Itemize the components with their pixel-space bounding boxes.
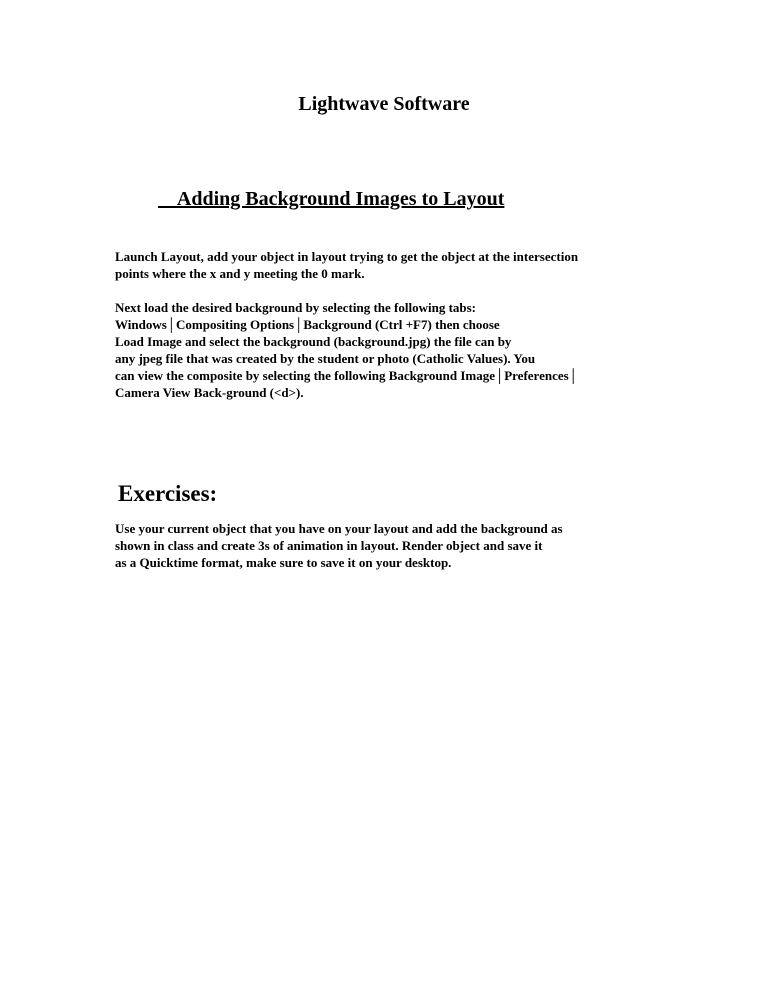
paragraph-line: Load Image and select the background (background.jpg) the file can by: [115, 334, 512, 349]
paragraph-line: shown in class and create 3s of animation in layout. Render object and save it: [115, 538, 543, 553]
paragraph-line: Next load the desired background by selecting the following tabs:: [115, 300, 477, 315]
section-heading: Adding Background Images to Layout: [158, 188, 505, 210]
paragraph-line: points where the x and y meeting the 0 mark.: [115, 266, 365, 281]
paragraph-line: Use your current object that you have on your layout and add the background as: [115, 521, 563, 536]
paragraph-line: Camera View Back-ground (<d>).: [115, 385, 304, 400]
document-title: Lightwave Software: [298, 93, 470, 115]
paragraph-line: can view the composite by selecting the following Background Image│Preferences│: [115, 368, 578, 383]
exercises-heading: Exercises:: [118, 481, 218, 506]
exercise-paragraph: [115, 520, 675, 571]
paragraph-line: any jpeg file that was created by the student or photo (Catholic Values). You: [115, 351, 536, 366]
paragraph-line: as a Quicktime format, make sure to save it on your desktop.: [115, 555, 452, 570]
paragraph-line: Launch Layout, add your object in layout trying to get the object at the intersection: [115, 249, 579, 264]
intro-paragraph: [115, 248, 675, 282]
instructions-paragraph: [115, 299, 675, 401]
paragraph-line: Windows│Compositing Options│Background (Ctrl +F7) then choose: [115, 317, 500, 332]
